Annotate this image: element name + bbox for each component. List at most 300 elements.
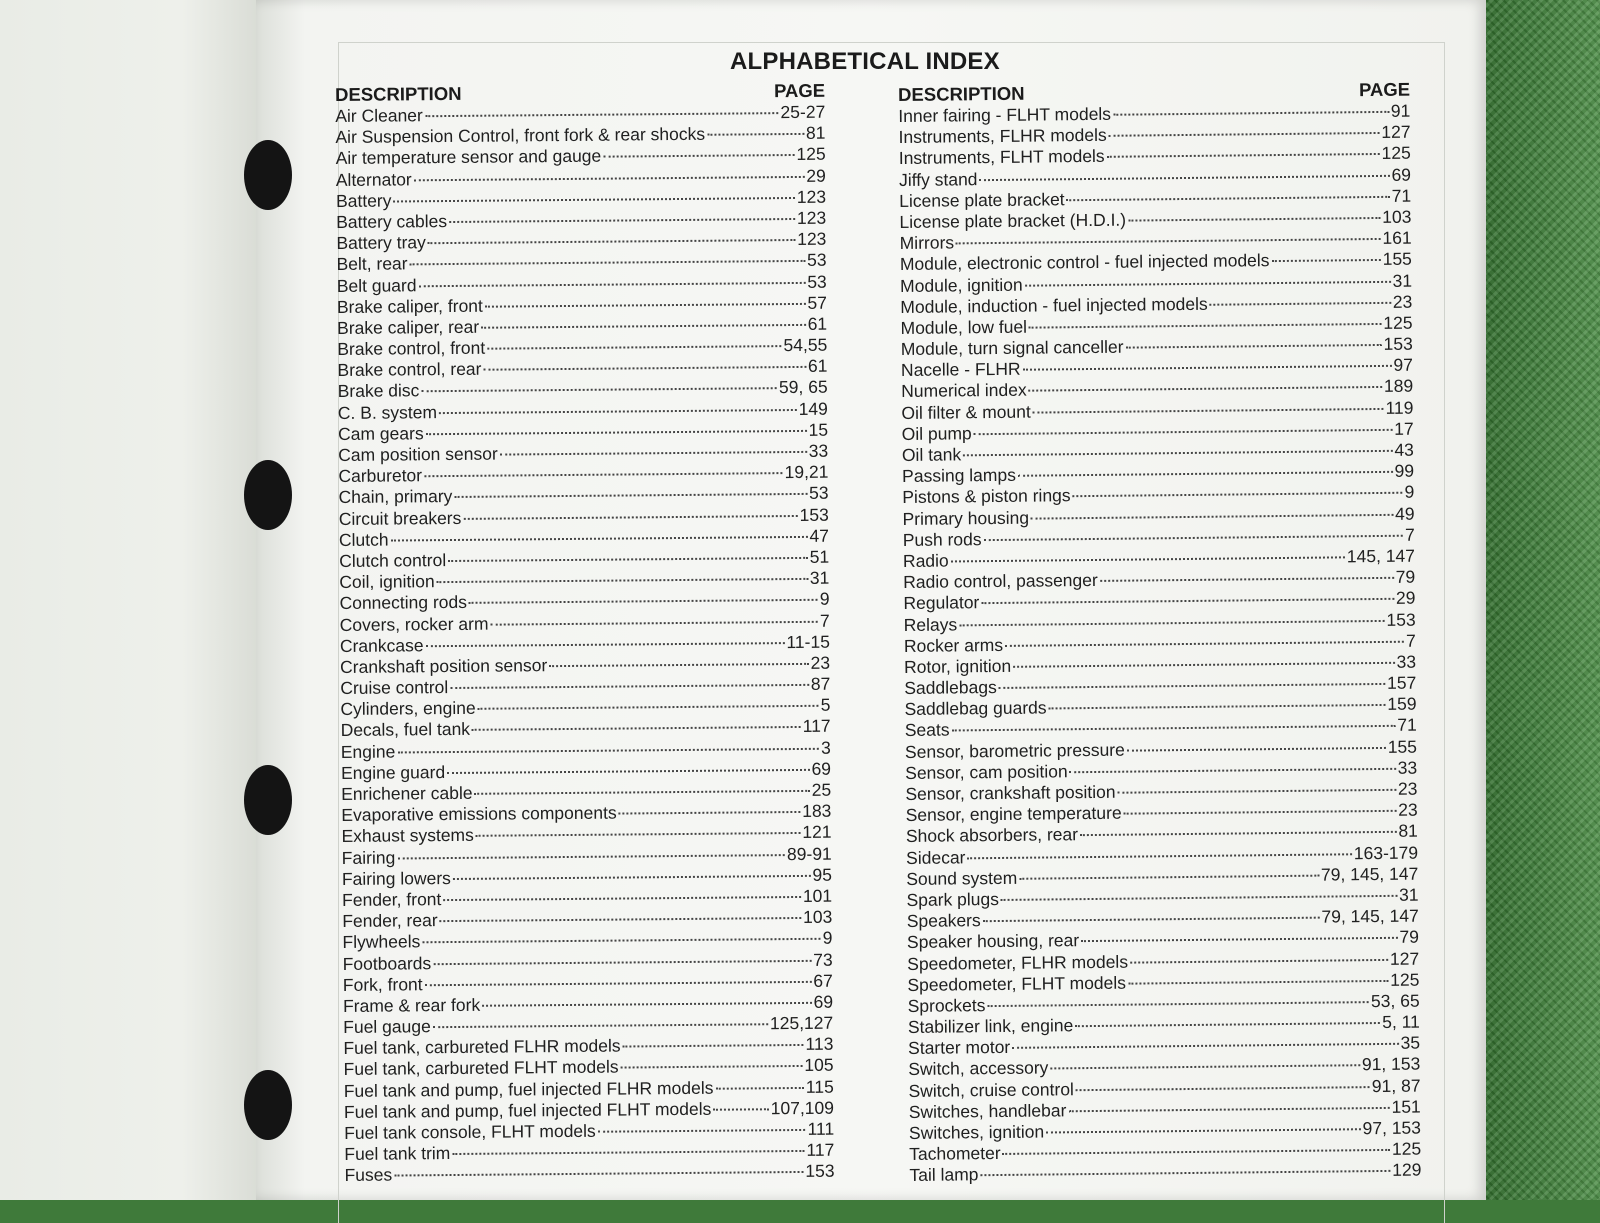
entry-description: Module, induction - fuel injected models xyxy=(900,293,1208,317)
entry-description: Fairing lowers xyxy=(341,867,451,889)
entry-description: Sensor, engine temperature xyxy=(905,802,1122,826)
page-title: ALPHABETICAL INDEX xyxy=(730,48,1000,75)
entry-page: 119 xyxy=(1385,397,1414,418)
dot-leader xyxy=(1050,1065,1360,1070)
dot-leader xyxy=(1075,1022,1380,1027)
binder-hole xyxy=(244,460,292,530)
entry-page: 79 xyxy=(1399,926,1420,948)
dot-leader xyxy=(478,705,819,710)
entry-description: Module, ignition xyxy=(900,274,1023,296)
entry-description: Circuit breakers xyxy=(338,507,462,529)
dot-leader xyxy=(1076,1086,1370,1091)
dot-leader xyxy=(439,409,797,414)
dot-leader xyxy=(623,1044,804,1048)
dot-leader xyxy=(1019,874,1319,879)
dot-leader xyxy=(1130,958,1388,963)
entry-page: 105 xyxy=(804,1055,834,1076)
entry-page: 91, 87 xyxy=(1371,1075,1421,1096)
entry-page: 81 xyxy=(1398,820,1418,842)
entry-description: Chain, primary xyxy=(338,486,453,508)
entry-page: 7 xyxy=(819,610,830,631)
description-header: DESCRIPTION xyxy=(335,82,462,105)
dot-leader xyxy=(1013,662,1395,668)
entry-page: 125,127 xyxy=(769,1012,834,1034)
entry-description: Switches, handlebar xyxy=(908,1100,1067,1122)
dot-leader xyxy=(1046,1128,1360,1133)
entry-description: Fuel tank trim xyxy=(344,1143,451,1165)
entry-page: 33 xyxy=(1397,757,1418,778)
entry-description: Battery tray xyxy=(336,232,426,254)
dot-leader xyxy=(447,769,809,774)
entry-page: 15 xyxy=(808,419,829,440)
entry-page: 31 xyxy=(1392,270,1413,291)
entry-page: 127 xyxy=(1381,121,1411,143)
index-column-left xyxy=(335,80,835,1187)
entry-description: Carburetor xyxy=(338,465,423,487)
entry-description: Tail lamp xyxy=(909,1164,979,1186)
dot-leader xyxy=(1126,344,1382,349)
binder-hole xyxy=(244,1070,292,1140)
entry-description: Fuel tank, carbureted FLHR models xyxy=(343,1035,621,1059)
dot-leader xyxy=(1029,386,1382,392)
entry-description: License plate bracket (H.D.I.) xyxy=(899,209,1127,232)
entry-page: 7 xyxy=(1404,524,1415,545)
entry-description: Belt, rear xyxy=(336,253,408,275)
dot-leader xyxy=(967,853,1351,859)
entry-page: 53, 65 xyxy=(1370,990,1420,1011)
entry-description: Module, electronic control - fuel injected models xyxy=(899,250,1270,275)
entry-page: 49 xyxy=(1394,503,1415,524)
entry-description: Cylinders, engine xyxy=(340,698,476,720)
entry-page: 91 xyxy=(1390,100,1411,121)
entry-description: Switch, cruise control xyxy=(908,1078,1074,1101)
entry-description: Speakers xyxy=(906,910,981,932)
entry-description: Crankshaft position sensor xyxy=(339,655,548,677)
entry-description: Crankcase xyxy=(339,634,424,656)
entry-description: Instruments, FLHT models xyxy=(898,146,1105,169)
entry-description: Sensor, crankshaft position xyxy=(905,781,1116,804)
entry-description: Sprockets xyxy=(907,995,986,1016)
entry-description: Fairing xyxy=(341,847,396,868)
dot-leader xyxy=(476,832,801,837)
dot-leader xyxy=(1068,1107,1389,1112)
entry-description: Brake control, front xyxy=(337,337,486,360)
binder-hole xyxy=(244,765,292,835)
dot-leader xyxy=(453,875,811,880)
dot-leader xyxy=(951,556,1345,562)
entry-description: Cam gears xyxy=(337,423,424,444)
grass-background xyxy=(1480,0,1600,1200)
entry-page: 23 xyxy=(810,652,831,673)
entry-description: Radio control, passenger xyxy=(903,570,1098,593)
dot-leader xyxy=(1210,302,1391,306)
entry-page: 53 xyxy=(807,271,827,292)
dot-leader xyxy=(1128,217,1380,222)
entry-page: 157 xyxy=(1386,672,1417,693)
entry-description: Fuel tank console, FLHT models xyxy=(344,1120,596,1143)
entry-page: 153 xyxy=(1383,333,1413,354)
entry-description: Nacelle - FLHR xyxy=(900,358,1021,381)
dot-leader xyxy=(425,112,779,117)
dot-leader xyxy=(707,133,804,136)
dot-leader xyxy=(1003,1149,1390,1155)
dot-leader xyxy=(440,917,801,922)
entry-page: 71 xyxy=(1391,185,1412,206)
dot-leader xyxy=(1049,704,1386,710)
dot-leader xyxy=(987,1001,1369,1007)
entry-description: Fuel tank and pump, fuel injected FLHR models xyxy=(343,1077,714,1101)
dot-leader xyxy=(437,578,808,583)
entry-page: 35 xyxy=(1400,1032,1421,1054)
dot-leader xyxy=(433,1023,768,1028)
entry-description: Primary housing xyxy=(902,507,1030,529)
dot-leader xyxy=(1070,768,1396,773)
entry-page: 53 xyxy=(806,250,827,271)
dot-leader xyxy=(983,917,1320,923)
description-header: DESCRIPTION xyxy=(898,82,1025,105)
entry-page: 59, 65 xyxy=(778,377,828,398)
entry-page: 71 xyxy=(1397,715,1417,736)
dot-leader xyxy=(1113,111,1389,116)
dot-leader xyxy=(963,450,1392,456)
entry-description: License plate bracket xyxy=(899,189,1065,211)
entry-page: 9 xyxy=(822,928,833,949)
entry-description: Speaker housing, rear xyxy=(906,930,1080,953)
dot-leader xyxy=(448,557,808,562)
entry-page: 123 xyxy=(796,186,827,207)
entry-description: Engine guard xyxy=(340,761,446,783)
dot-leader xyxy=(421,388,777,393)
entry-description: Instruments, FLHR models xyxy=(898,125,1107,148)
entry-description: Fender, rear xyxy=(342,910,438,932)
dot-leader xyxy=(1109,132,1380,137)
dot-leader xyxy=(999,683,1385,689)
entry-page: 113 xyxy=(805,1033,834,1055)
entry-description: Regulator xyxy=(903,592,980,614)
dot-leader xyxy=(426,430,807,435)
entry-page: 69 xyxy=(813,991,834,1012)
entry-page: 127 xyxy=(1389,948,1420,969)
entry-page: 31 xyxy=(809,567,830,588)
entry-description: Fuel tank and pump, fuel injected FLHT models xyxy=(343,1098,712,1122)
index-entries-right xyxy=(898,101,1421,1187)
entry-page: 89-91 xyxy=(786,843,832,864)
dot-leader xyxy=(952,725,1396,732)
dot-leader xyxy=(426,642,785,647)
entry-page: 19,21 xyxy=(784,461,829,483)
index-column-right xyxy=(898,79,1422,1187)
entry-description: Shock absorbers, rear xyxy=(905,824,1079,847)
dot-leader xyxy=(452,1150,804,1155)
entry-description: Frame & rear fork xyxy=(342,994,481,1016)
entry-page: 123 xyxy=(797,228,827,250)
entry-description: Brake disc xyxy=(337,380,420,402)
entry-page: 7 xyxy=(1406,630,1416,651)
dot-leader xyxy=(424,472,783,477)
entry-page: 99 xyxy=(1394,460,1415,482)
entry-description: Spark plugs xyxy=(906,888,1000,910)
dot-leader xyxy=(485,303,806,308)
entry-description: Sound system xyxy=(906,867,1018,889)
entry-description: Push rods xyxy=(902,528,982,550)
entry-description: Relays xyxy=(903,613,958,635)
dot-leader xyxy=(619,811,801,815)
entry-page: 61 xyxy=(807,313,828,334)
dot-leader xyxy=(1118,789,1396,794)
entry-description: Speedometer, FLHT models xyxy=(907,972,1127,995)
page-header: PAGE xyxy=(773,79,826,102)
dot-leader xyxy=(393,197,794,203)
entry-description: Mirrors xyxy=(899,232,955,254)
dot-leader xyxy=(454,493,807,498)
dot-leader xyxy=(980,1170,1390,1176)
entry-page: 91, 153 xyxy=(1361,1054,1421,1075)
entry-page: 149 xyxy=(798,398,828,419)
entry-description: Cruise control xyxy=(340,677,449,699)
entry-page: 125 xyxy=(796,144,826,165)
entry-description: Sensor, barometric pressure xyxy=(904,739,1125,762)
entry-page: 23 xyxy=(1398,799,1418,820)
entry-page: 107,109 xyxy=(770,1097,835,1119)
entry-page: 33 xyxy=(808,440,829,461)
entry-description: Fuses xyxy=(344,1164,393,1186)
dot-leader xyxy=(1012,1043,1398,1049)
entry-description: Seats xyxy=(904,719,950,741)
entry-description: Fuel gauge xyxy=(343,1016,431,1038)
entry-description: Switch, accessory xyxy=(908,1057,1049,1080)
entry-description: Footboards xyxy=(342,952,432,974)
dot-leader xyxy=(981,598,1394,604)
dot-leader xyxy=(1272,259,1381,262)
entry-page: 5 xyxy=(820,694,831,716)
entry-page: 153 xyxy=(799,504,829,525)
entry-description: Brake control, rear xyxy=(337,358,482,381)
entry-description: Passing lamps xyxy=(902,464,1017,487)
entry-page: 115 xyxy=(805,1076,834,1097)
entry-page: 67 xyxy=(813,970,833,991)
entry-page: 101 xyxy=(802,885,833,906)
dot-leader xyxy=(469,599,818,604)
entry-page: 5, 11 xyxy=(1382,1011,1420,1033)
dot-leader xyxy=(715,1087,803,1090)
entry-description: Brake caliper, rear xyxy=(337,316,480,338)
index-entry xyxy=(344,1161,834,1186)
entry-description: Module, turn signal canceller xyxy=(900,336,1124,360)
entry-page: 25 xyxy=(811,779,832,800)
dot-leader xyxy=(549,663,808,667)
entry-page: 159 xyxy=(1387,693,1417,715)
entry-page: 129 xyxy=(1392,1159,1422,1181)
dot-leader xyxy=(1031,513,1393,519)
dot-leader xyxy=(443,896,801,901)
entry-page: 183 xyxy=(802,800,832,822)
entry-description: Fender, front xyxy=(342,889,442,910)
entry-page: 97 xyxy=(1393,354,1414,376)
dot-leader xyxy=(419,281,806,286)
entry-page: 111 xyxy=(807,1118,835,1139)
entry-description: Oil pump xyxy=(901,423,972,444)
dot-leader xyxy=(1067,196,1390,201)
dot-leader xyxy=(450,684,809,689)
dot-leader xyxy=(1018,471,1393,477)
dot-leader xyxy=(433,959,811,964)
entry-description: Alternator xyxy=(335,168,412,190)
entry-page: 153 xyxy=(1386,609,1416,630)
entry-description: Saddlebags xyxy=(904,677,997,699)
entry-page: 9 xyxy=(1404,481,1415,503)
entry-description: Coil, ignition xyxy=(339,571,435,593)
dot-leader xyxy=(621,1065,803,1069)
entry-description: C. B. system xyxy=(337,401,438,423)
entry-description: Covers, rocker arm xyxy=(339,613,489,635)
entry-page: 145, 147 xyxy=(1346,545,1416,567)
entry-page: 151 xyxy=(1391,1096,1421,1117)
entry-description: Battery cables xyxy=(336,210,448,232)
entry-description: Tachometer xyxy=(909,1143,1001,1165)
dot-leader xyxy=(428,239,795,244)
entry-page: 153 xyxy=(805,1161,835,1182)
entry-description: Clutch control xyxy=(339,549,447,571)
dot-leader xyxy=(959,619,1384,625)
dot-leader xyxy=(1029,323,1381,329)
entry-description: Air temperature sensor and gauge xyxy=(335,146,602,169)
entry-description: Oil tank xyxy=(901,444,962,465)
entry-page: 11-15 xyxy=(786,631,830,652)
dot-leader xyxy=(1001,895,1397,901)
entry-page: 25-27 xyxy=(780,101,826,123)
entry-page: 79 xyxy=(1395,566,1416,587)
entry-page: 23 xyxy=(1397,778,1418,799)
entry-page: 53 xyxy=(809,483,829,504)
dot-leader xyxy=(956,238,1380,244)
entry-page: 33 xyxy=(1396,651,1417,672)
dot-leader xyxy=(1033,408,1384,414)
entry-page: 57 xyxy=(807,292,828,313)
entry-page: 125 xyxy=(1390,969,1420,990)
dot-leader xyxy=(481,324,806,329)
entry-description: Battery xyxy=(335,190,392,211)
dot-leader xyxy=(713,1108,768,1110)
entry-description: Evaporative emissions components xyxy=(341,802,617,826)
entry-page: 31 xyxy=(1398,884,1419,905)
entry-page: 189 xyxy=(1383,376,1414,397)
entry-description: Radio xyxy=(902,550,949,571)
entry-page: 73 xyxy=(813,949,833,970)
entry-page: 103 xyxy=(802,906,833,928)
entry-page: 23 xyxy=(1392,291,1413,312)
entry-page: 69 xyxy=(1391,164,1412,185)
entry-page: 29 xyxy=(806,165,826,186)
dot-leader xyxy=(1073,492,1403,497)
entry-description: Fork, front xyxy=(342,973,423,995)
entry-page: 69 xyxy=(811,758,832,779)
entry-description: Switches, ignition xyxy=(908,1121,1045,1143)
entry-description: Cam position sensor xyxy=(338,443,498,465)
entry-description: Enrichener cable xyxy=(341,782,473,804)
entry-page: 54,55 xyxy=(783,334,828,356)
entry-page: 79, 145, 147 xyxy=(1320,863,1419,885)
dot-leader xyxy=(1025,280,1391,286)
dot-leader xyxy=(1124,810,1397,815)
entry-page: 163-179 xyxy=(1353,842,1419,863)
entry-description: Pistons & piston rings xyxy=(902,485,1071,508)
entry-description: Flywheels xyxy=(342,931,421,953)
entry-description: Inner fairing - FLHT models xyxy=(898,103,1112,126)
dot-leader xyxy=(1080,831,1396,836)
entry-page: 3 xyxy=(820,737,831,758)
dot-leader xyxy=(482,1002,811,1007)
entry-page: 125 xyxy=(1383,312,1413,333)
dot-leader xyxy=(984,534,1403,540)
dot-leader xyxy=(1081,937,1397,942)
dot-leader xyxy=(500,451,807,456)
dot-leader xyxy=(1107,153,1380,158)
entry-page: 117 xyxy=(806,1139,835,1161)
entry-page: 51 xyxy=(809,546,830,567)
entry-description: Jiffy stand xyxy=(898,168,978,190)
dot-leader xyxy=(598,1129,806,1133)
entry-description: Module, low fuel xyxy=(900,316,1028,338)
dot-leader xyxy=(397,747,819,753)
entry-description: Belt guard xyxy=(336,274,417,296)
dot-leader xyxy=(397,854,785,859)
dot-leader xyxy=(422,938,820,943)
entry-page: 87 xyxy=(810,673,831,694)
entry-page: 95 xyxy=(812,864,833,885)
dot-leader xyxy=(1128,980,1388,985)
entry-page: 155 xyxy=(1387,736,1418,757)
dot-leader xyxy=(1100,577,1394,582)
entry-description: Rocker arms xyxy=(903,634,1004,656)
entry-page: 103 xyxy=(1382,206,1412,227)
entry-page: 9 xyxy=(819,589,830,610)
entry-description: Sensor, cam position xyxy=(905,761,1068,783)
entry-page: 17 xyxy=(1394,418,1414,439)
entry-description: Numerical index xyxy=(901,380,1027,402)
entry-page: 121 xyxy=(802,822,832,843)
dot-leader xyxy=(1005,640,1404,646)
dot-leader xyxy=(414,175,805,180)
entry-description: Starter motor xyxy=(907,1037,1011,1059)
left-page xyxy=(0,0,260,1200)
entry-page: 29 xyxy=(1395,587,1416,609)
dot-leader xyxy=(475,790,810,795)
entry-description: Clutch xyxy=(338,529,389,550)
dot-leader xyxy=(490,620,817,625)
dot-leader xyxy=(425,981,812,986)
dot-leader xyxy=(391,536,808,542)
dot-leader xyxy=(483,366,806,371)
entry-description: Decals, fuel tank xyxy=(340,719,471,741)
entry-description: Exhaust systems xyxy=(341,825,474,847)
dot-leader xyxy=(449,218,795,223)
entry-description: Engine xyxy=(340,741,396,762)
entry-description: Sidecar xyxy=(905,846,966,868)
entry-page: 79, 145, 147 xyxy=(1321,905,1419,927)
binder-hole xyxy=(244,140,292,210)
entry-description: Rotor, ignition xyxy=(903,655,1012,677)
entry-page: 155 xyxy=(1382,248,1412,270)
entry-page: 125 xyxy=(1381,143,1411,164)
entry-page: 161 xyxy=(1382,227,1412,249)
entry-description: Air Cleaner xyxy=(335,105,423,126)
page-header: PAGE xyxy=(1358,78,1411,101)
dot-leader xyxy=(410,260,806,265)
dot-leader xyxy=(487,345,781,350)
entry-page: 123 xyxy=(796,207,827,228)
entry-description: Fuel tank, carbureted FLHT models xyxy=(343,1057,619,1080)
entry-description: Connecting rods xyxy=(339,592,468,614)
